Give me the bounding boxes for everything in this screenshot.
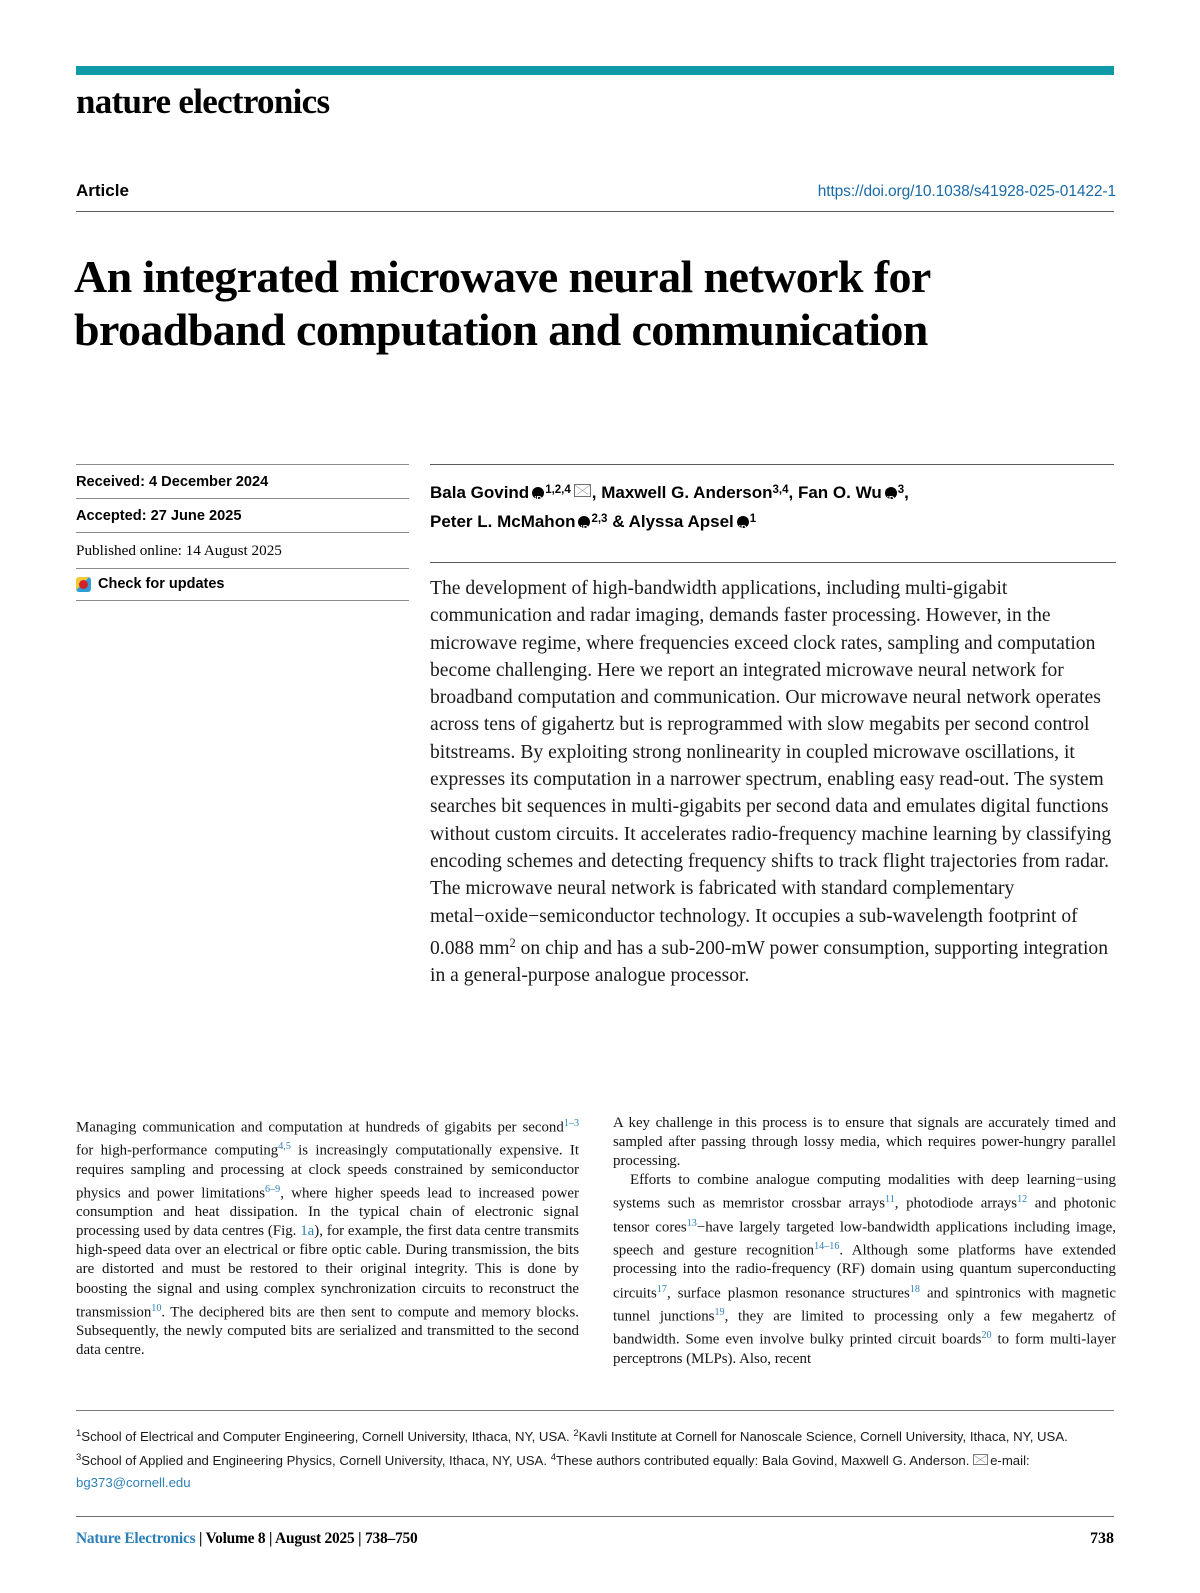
doi-link[interactable]: https://doi.org/10.1038/s41928-025-01422-1 [817, 183, 1116, 200]
affiliation-marker: 2 [573, 1428, 579, 1439]
text-run: ), for example, the first data centre transmits high-speed data over an electrical or fibre optic cable. During transmission, the bits are distorted and must be restored to their original integrity. This is done by boosting the signal and using complex synchronization circuits to reconstruct the transmission [76, 1223, 579, 1320]
paragraph [613, 1171, 1116, 1368]
abstract-superscript: 2 [509, 935, 516, 950]
citation-ref[interactable]: 6–9 [265, 1183, 281, 1195]
author-bala-govind[interactable]: Bala Govind [430, 483, 530, 502]
orcid-icon[interactable] [737, 516, 749, 528]
abstract [430, 562, 1116, 989]
citation-ref[interactable]: 10 [151, 1302, 162, 1314]
author-affil-marker: 3,4 [772, 484, 789, 496]
header-divider [76, 211, 1114, 212]
text-run: −have largely targeted low-bandwidth applications including image, speech and gesture recognition [613, 1219, 1117, 1259]
check-for-updates[interactable] [76, 568, 409, 601]
figure-link[interactable]: 1a [300, 1223, 315, 1240]
orcid-icon[interactable] [885, 487, 897, 499]
envelope-icon[interactable] [574, 484, 591, 497]
orcid-icon[interactable] [578, 516, 590, 528]
text-run: . The deciphered bits are then sent to compute and memory blocks. Subsequently, the newly computed bits are serialized and transmitted to the second data centre. [76, 1303, 579, 1359]
page-title: An integrated microwave neural network for broadband computation and communication [74, 250, 930, 355]
text-run: for high-performance computing [76, 1142, 279, 1159]
page-number: 738 [1090, 1530, 1114, 1547]
text-run: and photonic tensor cores [613, 1195, 1117, 1235]
affiliation-text: School of Electrical and Computer Engineering, Cornell University, Ithaca, NY, USA. [81, 1428, 574, 1444]
abstract-main-text: The development of high-bandwidth applications, including multi-gigabit communication and radar imaging, demands faster processing. However, in the microwave regime, where frequencies exceed clock rates, sampling and computation become challenging. Here we report an integrated microwave neural network for broadband computation and communication. Our microwave neural network operates across tens of gigahertz but is reprogrammed with slow megabits per second control bitstreams. By exploiting strong nonlinearity in coupled microwave oscillations, it expresses its computation in a narrower spectrum, enabling easy read-out. The system searches bit sequences in multi-gigabits per second data and emulates digital functions without custom circuits. It accelerates radio-frequency machine learning by classifying encoding schemes and detecting frequency shifts to track flight trajectories from radar. The microwave neural network is fabricated with standard complementary metal−oxide−semiconductor technology. It occupies a sub-wavelength footprint of 0.088 mm [430, 578, 1112, 959]
page-footer [76, 1516, 1114, 1548]
text-run: , where higher speeds lead to increased power consumption and heat dissipation. In the typical chain of electronic signal processing used by data centres (Fig. [76, 1185, 579, 1240]
email-label: e-mail: [990, 1453, 1030, 1468]
text-run: is increasingly computationally expensive. It requires sampling and processing at clock speeds constrained by semiconductor physics and power limitations [76, 1142, 579, 1202]
citation-ref[interactable]: 13 [686, 1217, 697, 1229]
author-affil-marker: 1 [749, 513, 757, 525]
journal-masthead-title: nature electronics [76, 82, 330, 121]
citation-ref[interactable]: 4,5 [278, 1141, 291, 1153]
footer-journal-link[interactable]: Nature Electronics [76, 1530, 196, 1547]
citation-ref[interactable]: 12 [1017, 1194, 1028, 1206]
author-line-sep: , [904, 483, 909, 502]
footer-citation [76, 1530, 417, 1548]
citation-ref[interactable]: 11 [885, 1194, 895, 1206]
affiliation-text: School of Applied and Engineering Physics, Cornell University, Ithaca, NY, USA. [81, 1453, 551, 1468]
article-type-label: Article [76, 181, 129, 200]
affiliations [76, 1410, 1114, 1493]
author-affil-marker: 1,2,4 [545, 484, 571, 496]
author-peter-mcmahon[interactable]: Peter L. McMahon [430, 512, 576, 531]
text-run: and spintronics with magnetic tunnel junctions [613, 1284, 1116, 1325]
author-affil-marker: 2,3 [591, 513, 608, 525]
affiliation-marker: 1 [76, 1428, 82, 1439]
author-list [430, 464, 1114, 535]
text-run: , surface plasmon resonance structures [666, 1284, 910, 1301]
text-run: , photodiode arrays [894, 1195, 1018, 1212]
crossmark-icon [76, 577, 91, 592]
check-for-updates-label: Check for updates [98, 576, 225, 592]
citation-ref[interactable]: 14–16 [814, 1241, 840, 1253]
masthead-accent-bar [76, 66, 1114, 75]
paragraph [76, 1114, 579, 1360]
orcid-icon[interactable] [532, 487, 544, 499]
email-link[interactable]: bg373@cornell.edu [76, 1474, 191, 1490]
body-columns [76, 1114, 1116, 1369]
body-column-right [613, 1114, 1116, 1369]
abstract-tail-text: on chip and has a sub-200-mW power consumption, supporting integration in a general-purpose analogue processor. [430, 937, 1108, 987]
citation-ref[interactable]: 19 [714, 1306, 725, 1318]
body-column-left [76, 1114, 579, 1369]
published-date: Published online: 14 August 2025 [76, 532, 409, 568]
received-date: Received: 4 December 2024 [76, 464, 409, 498]
text-run: , they are limited to processing only a few megahertz of bandwidth. Some even involve bulky printed circuit boards [613, 1308, 1116, 1348]
affiliation-text: Kavli Institute at Cornell for Nanoscale Science, Cornell University, Ithaca, NY, USA. [578, 1428, 1068, 1444]
accepted-date: Accepted: 27 June 2025 [76, 498, 409, 532]
author-maxwell-anderson[interactable]: , Maxwell G. Anderson [591, 483, 773, 502]
author-alyssa-apsel[interactable]: & Alyssa Apsel [612, 512, 734, 531]
affiliation-marker: 3 [76, 1452, 82, 1464]
author-fan-wu[interactable]: , Fan O. Wu [788, 483, 882, 502]
text-run: Efforts to combine analogue computing modalities with deep learning−using systems such as memristor crossbar arrays [613, 1172, 1116, 1212]
author-affil-marker: 3 [897, 484, 905, 496]
citation-ref[interactable]: 1–3 [563, 1118, 579, 1129]
publication-metadata [76, 464, 409, 601]
text-run: Managing communication and computation at hundreds of gigabits per second [76, 1119, 564, 1136]
citation-ref[interactable]: 18 [909, 1283, 920, 1295]
envelope-icon [973, 1454, 988, 1465]
text-run: to form multi-layer perceptrons (MLPs). Also, recent [613, 1331, 1116, 1367]
citation-ref[interactable]: 17 [656, 1283, 667, 1295]
footer-volume-info: | Volume 8 | August 2025 | 738–750 [195, 1530, 418, 1547]
affiliation-marker: 4 [550, 1452, 556, 1464]
text-run: . Although some platforms have extended processing into the radio-frequency (RF) domain using quantum superconducting circuits [613, 1242, 1117, 1301]
paragraph: A key challenge in this process is to ensure that signals are accurately timed and sampled after passing through lossy media, which requires power-hungry parallel processing. [613, 1115, 1116, 1170]
citation-ref[interactable]: 20 [981, 1330, 992, 1342]
affiliation-text: These authors contributed equally: Bala Govind, Maxwell G. Anderson. [555, 1453, 974, 1468]
